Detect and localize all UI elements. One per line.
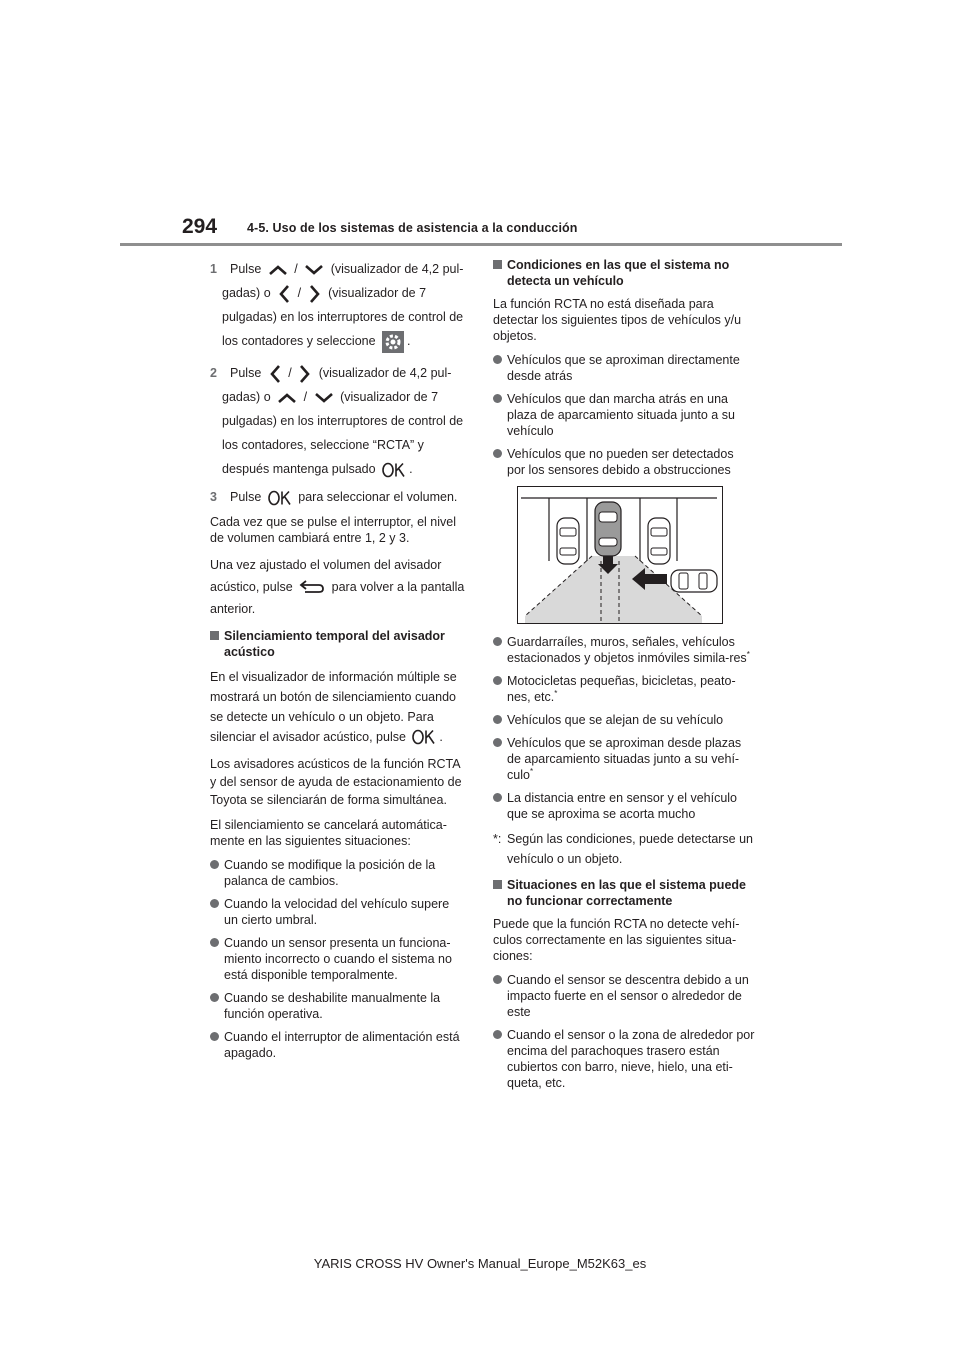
- step-number: 3: [210, 490, 217, 504]
- step-3: [210, 489, 466, 506]
- list-item: Vehículos que dan marcha atrás en una plaza de aparcamiento situada junto a su vehículo: [493, 391, 755, 439]
- chevron-down-icon: [314, 392, 334, 404]
- footnote: [493, 829, 755, 869]
- step-number: 2: [210, 366, 217, 380]
- gear-icon: [382, 331, 404, 353]
- footnote-mark: *: [746, 649, 750, 659]
- heading-not-detected: Condiciones en las que el sistema no detecta un vehículo: [493, 257, 755, 289]
- paragraph: El silenciamiento se cancelará automática-mente en las siguientes situaciones:: [210, 817, 447, 848]
- step-text: .: [407, 334, 411, 348]
- list-item: Cuando el interruptor de alimentación está apagado.: [210, 1029, 466, 1061]
- step-text: Pulse: [230, 262, 262, 276]
- list-item-text: Motocicletas pequeñas, bicicletas, peato-nes, etc.: [507, 674, 736, 704]
- list-item: La distancia entre en sensor y el vehículo que se aproxima se acorta mucho: [493, 790, 755, 822]
- step-text: (visualizador de 4,2 pul-gadas) o: [222, 366, 452, 404]
- footer: YARIS CROSS HV Owner's Manual_Europe_M52K63_es: [313, 1256, 647, 1271]
- list-item: Cuando un sensor presenta un funciona-miento incorrecto o cuando el sistema no está disponible temporalmente.: [210, 935, 466, 983]
- list-item-text: Vehículos que se aproximan desde plazas de aparcamiento situadas junto a su vehí-culo: [507, 736, 742, 782]
- paragraph-text: para volver a la pantalla anterior.: [210, 579, 465, 616]
- paragraph: Los avisadores acústicos de la función RCTA y del sensor de ayuda de estacionamiento de Toyota se silenciarán de forma simultánea.: [210, 756, 462, 807]
- step-text: (visualizador de 7 pulgadas) en los interruptores de control de los contadores y seleccione: [222, 286, 464, 348]
- ok-icon: [268, 490, 292, 506]
- footnote-mark: *:: [493, 832, 502, 846]
- paragraph: Puede que la función RCTA no detecte vehí-culos correctamente en las siguientes situa-ciones:: [493, 917, 740, 963]
- step-1: [210, 257, 466, 353]
- left-column: [210, 257, 466, 1068]
- ok-icon: [412, 729, 436, 745]
- list-item: Cuando el sensor se descentra debido a un impacto fuerte en el sensor o alrededor de este: [493, 972, 755, 1020]
- list-item: [493, 735, 755, 783]
- chevron-down-icon: [304, 264, 324, 276]
- paragraph: La función RCTA no está diseñada para detectar los siguientes tipos de vehículos y/u objetos.: [493, 297, 742, 343]
- paragraph-text: Una vez ajustado el volumen del avisador acústico, pulse: [210, 557, 442, 594]
- chevron-left-icon: [277, 284, 291, 304]
- heading-malfunction: Situaciones en las que el sistema puede no funcionar correctamente: [493, 877, 755, 909]
- rcta-illustration: [517, 486, 723, 624]
- step-text: (visualizador de 4,2 pul-gadas) o: [222, 262, 464, 300]
- chevron-up-icon: [268, 264, 288, 276]
- list-item: [493, 634, 755, 666]
- list-item: Vehículos que se alejan de su vehículo: [493, 712, 755, 728]
- step-text: (visualizador de 7 pulgadas) en los interruptores de control de los contadores, seleccione “RCTA” y después mantenga pulsado: [222, 390, 464, 476]
- step-text: /: [288, 366, 292, 380]
- step-text: .: [409, 462, 413, 476]
- paragraph: [210, 554, 466, 620]
- list-item: [493, 673, 755, 705]
- right-column: [493, 257, 755, 1098]
- footnote-text: Según las condiciones, puede detectarse un vehículo o un objeto.: [507, 832, 754, 866]
- chevron-right-icon: [298, 364, 312, 384]
- step-text: Pulse: [230, 366, 262, 380]
- ok-icon: [382, 462, 406, 478]
- chevron-up-icon: [277, 392, 297, 404]
- list-item: Cuando la velocidad del vehículo supere un cierto umbral.: [210, 896, 466, 928]
- chevron-right-icon: [308, 284, 322, 304]
- step-text: Pulse: [230, 490, 262, 504]
- header-divider: [120, 243, 842, 246]
- back-arrow-icon: [299, 580, 325, 594]
- page-number: 294: [182, 215, 218, 238]
- list-item: Vehículos que se aproximan directamente desde atrás: [493, 352, 755, 384]
- heading-silence: Silenciamiento temporal del avisador acústico: [210, 628, 466, 660]
- list-item: Cuando se modifique la posición de la palanca de cambios.: [210, 857, 466, 889]
- paragraph-text: En el visualizador de información múltiple se mostrará un botón de silenciamiento cuando se detecte un vehículo o un objeto. Para silenciar el avisador acústico, pulse: [210, 669, 457, 744]
- chevron-left-icon: [268, 364, 282, 384]
- step-text: /: [303, 390, 308, 404]
- footnote-mark: *: [554, 688, 558, 698]
- list-item: Cuando el sensor o la zona de alrededor por encima del parachoques trasero están cubiertos con barro, nieve, hielo, una eti-queta, etc.: [493, 1027, 755, 1091]
- step-text: /: [297, 286, 302, 300]
- step-text: /: [294, 262, 298, 276]
- section-title: 4-5. Uso de los sistemas de asistencia a la conducción: [247, 221, 578, 235]
- step-2: [210, 361, 466, 481]
- paragraph: [210, 667, 466, 747]
- step-number: 1: [210, 262, 217, 276]
- step-text: para seleccionar el volumen.: [298, 490, 458, 504]
- list-item: Vehículos que no pueden ser detectados por los sensores debido a obstrucciones: [493, 446, 755, 478]
- paragraph-text: .: [439, 729, 443, 744]
- list-item: Cuando se deshabilite manualmente la función operativa.: [210, 990, 466, 1022]
- footnote-mark: *: [529, 766, 534, 776]
- list-item-text: Guardarraíles, muros, señales, vehículos estacionados y objetos inmóviles simila-res: [507, 635, 747, 665]
- paragraph: Cada vez que se pulse el interruptor, el nivel de volumen cambiará entre 1, 2 y 3.: [210, 514, 456, 545]
